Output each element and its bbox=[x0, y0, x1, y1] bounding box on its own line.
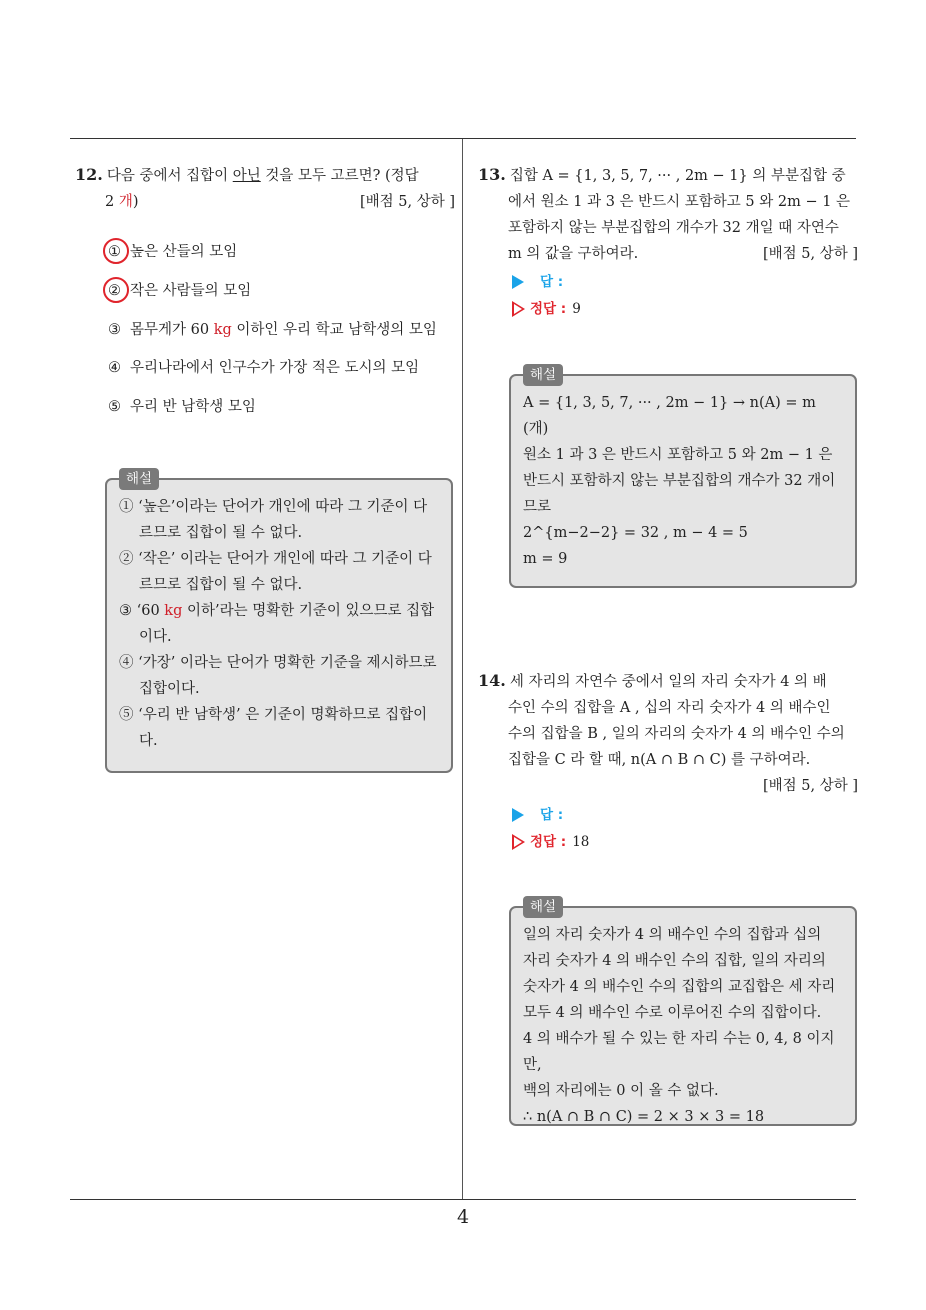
explanation-box-12 bbox=[105, 471, 453, 773]
question-12-line1: 12. 다음 중에서 집합이 아닌 것을 모두 고르면? (정답 bbox=[75, 165, 419, 184]
answer-circle-icon bbox=[103, 277, 129, 303]
correct-answer-row-14: 정답 : 18 bbox=[512, 832, 589, 852]
bottom-rule bbox=[70, 1199, 856, 1200]
explanation-line: m = 9 bbox=[523, 551, 568, 567]
explanation-item: ④ ‘가장’ 이라는 단어가 명확한 기준을 제시하므로 집합이다. bbox=[119, 655, 437, 697]
top-rule bbox=[70, 138, 856, 139]
score-label: [배점 5, 상하 ] bbox=[359, 194, 455, 210]
choice-2-mark: ② bbox=[108, 281, 130, 301]
explanation-line: 2^{m−2−2} = 32 , m − 4 = 5 bbox=[523, 525, 748, 541]
explanation-line: 일의 자리 숫자가 4 의 배수인 수의 집합과 십의 bbox=[523, 927, 822, 943]
explanation-box-14 bbox=[509, 899, 857, 1126]
question-13: 13. 집합 A = {1, 3, 5, 7, ··· , 2m − 1} 의 부분집합 중 에서 원소 1 과 3 은 반드시 포함하고 5 와 2m − 1 은 포함하지 않는 부분집합의 개수가 32 개일 때 자연수 m 의 값을 구하여라. [배점 5, 상하 ] bbox=[478, 162, 858, 267]
answer-circle-icon bbox=[103, 238, 129, 264]
explanation-box-13 bbox=[509, 367, 857, 588]
outline-triangle-icon bbox=[512, 834, 525, 850]
explanation-item: ⑤ ‘우리 반 남학생’ 은 기준이 명확하므로 집합이다. bbox=[119, 707, 428, 749]
explanation-line: 백의 자리에는 0 이 올 수 없다. bbox=[523, 1083, 719, 1099]
choice-5-mark: ⑤ bbox=[108, 399, 121, 415]
explanation-line: 반드시 포함하지 않는 부분집합의 개수가 32 개이 bbox=[523, 473, 836, 489]
choice-1[interactable]: ① 높은 산들의 모임 bbox=[108, 242, 237, 262]
score-label: [배점 5, 상하 ] bbox=[762, 246, 858, 262]
explanation-line: 원소 1 과 3 은 반드시 포함하고 5 와 2m − 1 은 bbox=[523, 447, 833, 463]
question-number: 14. bbox=[478, 671, 506, 690]
answer-row-13[interactable]: 답 : bbox=[512, 272, 563, 292]
choice-2[interactable]: ② 작은 사람들의 모임 bbox=[108, 281, 251, 301]
explanation-item: ② ‘작은’ 이라는 단어가 개인에 따라 그 기준이 다르므로 집합이 될 수 없다. bbox=[119, 551, 432, 593]
choice-3-mark: ③ bbox=[108, 322, 121, 338]
explanation-line: 자리 숫자가 4 의 배수인 수의 집합, 일의 자리의 bbox=[523, 953, 826, 969]
question-12-line2: 2 개) [배점 5, 상하 ] bbox=[75, 189, 455, 215]
explanation-line: A = {1, 3, 5, 7, ··· , 2m − 1} → n(A) = m bbox=[523, 395, 816, 411]
explanation-line: (개) bbox=[523, 421, 549, 437]
choice-1-mark: ① bbox=[108, 242, 130, 262]
answer-row-14[interactable]: 답 : bbox=[512, 805, 563, 825]
play-triangle-icon bbox=[512, 808, 524, 822]
question-number: 12. bbox=[75, 165, 103, 184]
correct-answer-row-13: 정답 : 9 bbox=[512, 299, 581, 319]
explanation-item: ③ ‘60 kg 이하’라는 명확한 기준이 있으므로 집합이다. bbox=[119, 603, 435, 645]
page-number: 4 bbox=[456, 1206, 470, 1228]
explanation-line: ∴ n(A ∩ B ∩ C) = 2 × 3 × 3 = 18 bbox=[523, 1109, 765, 1125]
question-14: 14. 세 자리의 자연수 중에서 일의 자리 숫자가 4 의 배 수인 수의 집합을 A , 십의 자리 숫자가 4 의 배수인 수의 집합을 B , 일의 자리의 숫자가 4 의 배수인 수의 집합을 C 라 할 때, n(A ∩ B ∩ C) 를 구하여라. [배점 5, 상하 ] bbox=[478, 668, 858, 799]
explanation-line: 므로 bbox=[523, 499, 552, 515]
choice-5[interactable]: ⑤ 우리 반 남학생 모임 bbox=[108, 399, 256, 415]
underlined-word: 아닌 bbox=[232, 168, 261, 184]
explanation-item: ① ‘높은’이라는 단어가 개인에 따라 그 기준이 다르므로 집합이 될 수 없다. bbox=[119, 499, 428, 541]
explanation-line: 모두 4 의 배수인 수로 이루어진 수의 집합이다. bbox=[523, 1005, 822, 1021]
play-triangle-icon bbox=[512, 275, 524, 289]
column-divider bbox=[462, 139, 463, 1199]
choice-3[interactable]: ③ 몸무게가 60 kg 이하인 우리 학교 남학생의 모임 bbox=[108, 322, 437, 338]
question-12 bbox=[75, 162, 455, 215]
explanation-line: 숫자가 4 의 배수인 수의 집합의 교집합은 세 자리 bbox=[523, 979, 836, 995]
outline-triangle-icon bbox=[512, 301, 525, 317]
choice-4[interactable]: ④ 우리나라에서 인구수가 가장 적은 도시의 모임 bbox=[108, 360, 420, 376]
explanation-tag: 해설 bbox=[523, 896, 563, 918]
explanation-tag: 해설 bbox=[523, 364, 563, 386]
score-label: [배점 5, 상하 ] bbox=[762, 778, 858, 794]
explanation-line: 4 의 배수가 될 수 있는 한 자리 수는 0, 4, 8 이지만, bbox=[523, 1031, 835, 1073]
choice-4-mark: ④ bbox=[108, 360, 121, 376]
explanation-tag: 해설 bbox=[119, 468, 159, 490]
question-number: 13. bbox=[478, 165, 506, 184]
